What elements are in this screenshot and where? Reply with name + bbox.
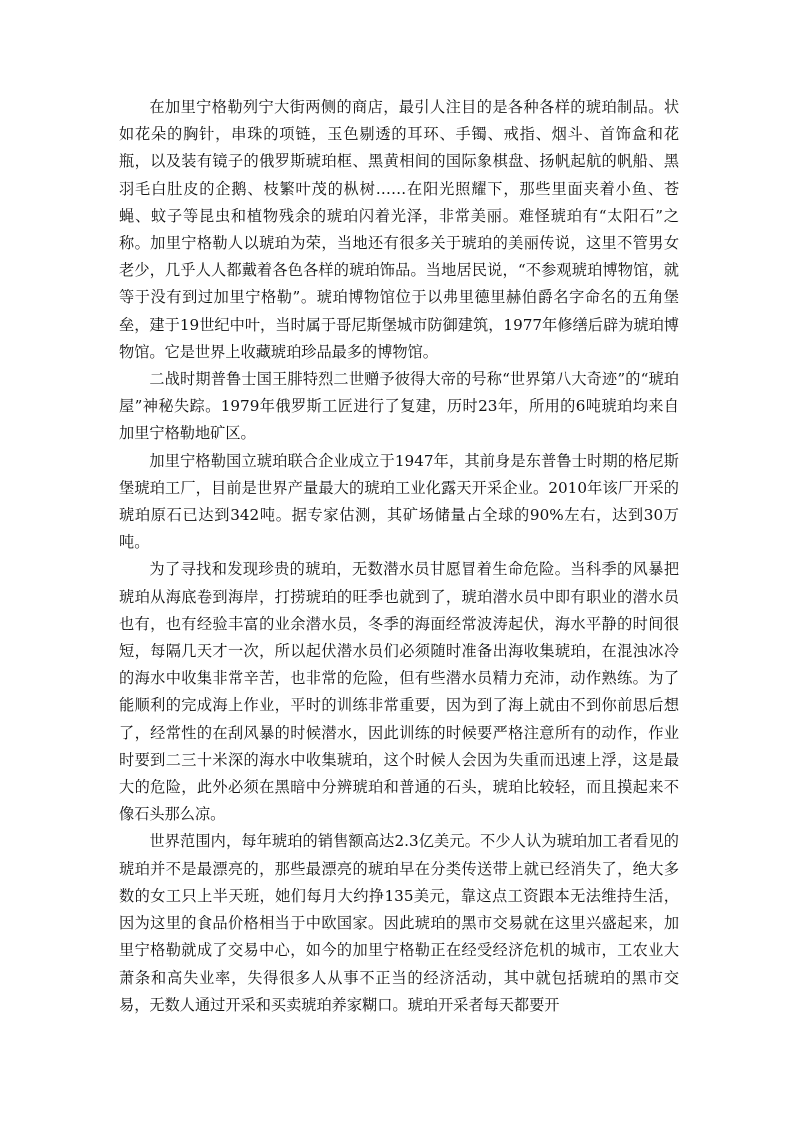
paragraph-amber-shops: 在加里宁格勒列宁大街两侧的商店，最引人注目的是各种各样的琥珀制品。状如花朵的胸针，串珠的项链，玉色剔透的耳环、手镯、戒指、烟斗、首饰盒和花瓶，以及装有镜子的俄罗斯琥珀框、黑黄相间的国际象棋盘、扬帆起航的帆船、黑羽毛白肚皮的企鹅、枝繁叶茂的枞树……在阳光照耀下，那些里面夹着小鱼、苍蝇、蚊子等昆虫和植物残余的琥珀闪着光泽，非常美丽。难怪琥珀有“太阳石”之称。加里宁格勒人以琥珀为荣，当地还有很多关于琥珀的美丽传说，这里不管男女老少，几乎人人都戴着各色各样的琥珀饰品。当地居民说，“不参观琥珀博物馆，就等于没有到过加里宁格勒”。琥珀博物馆位于以弗里德里赫伯爵名字命名的五角堡垒，建于19世纪中叶，当时属于哥尼斯堡城市防御建筑，1977年修缮后辟为琥珀博物馆。它是世界上收藏琥珀珍品最多的博物馆。 bbox=[119, 98, 679, 361]
paragraph-amber-enterprise: 加里宁格勒国立琥珀联合企业成立于1947年，其前身是东普鲁士时期的格尼斯堡琥珀工厂，目前是世界产量最大的琥珀工业化露天开采企业。2010年该厂开采的琥珀原石已达到342吨。据专家估测，其矿场储量占全球的90%左右，达到30万吨。 bbox=[119, 451, 679, 552]
document-body bbox=[119, 94, 679, 1019]
paragraph-amber-divers: 为了寻找和发现珍贵的琥珀，无数潜水员甘愿冒着生命危险。当科季的风暴把琥珀从海底卷到海岸，打捞琥珀的旺季也就到了，琥珀潜水员中即有职业的潜水员也有，也有经验丰富的业余潜水员，冬季的海面经常波涛起伏，海水平静的时间很短，每隔几天才一次，所以起伏潜水员们必须随时准备出海收集琥珀，在混浊冰冷的海水中收集非常辛苦，也非常的危险，但有些潜水员精力充沛，动作熟练。为了能顺利的完成海上作业，平时的训练非常重要，因为到了海上就由不到你前思后想了，经常性的在刮风暴的时候潜水，因此训练的时候要严格注意所有的动作，作业时要到二三十米深的海水中收集琥珀，这个时候人会因为失重而迅速上浮，这是最大的危险，此外必须在黑暗中分辨琥珀和普通的石头，琥珀比较轻，而且摸起来不像石头那么凉。 bbox=[119, 560, 679, 824]
paragraph-amber-black-market: 世界范围内，每年琥珀的销售额高达2.3亿美元。不少人认为琥珀加工者看见的琥珀并不是最漂亮的，那些最漂亮的琥珀早在分类传送带上就已经消失了，绝大多数的女工只上半天班，她们每月大约挣135美元，靠这点工资跟本无法维持生活，因为这里的食品价格相当于中欧国家。因此琥珀的黑市交易就在这里兴盛起来，加里宁格勒就成了交易中心，如今的加里宁格勒正在经受经济危机的城市，工农业大萧条和高失业率，失得很多人从事不正当的经济活动，其中就包括琥珀的黑市交易，无数人通过开采和买卖琥珀养家糊口。琥珀开采者每天都要开 bbox=[119, 832, 679, 1014]
paragraph-amber-room: 二战时期普鲁士国王腓特烈二世赠予彼得大帝的号称“世界第八大奇迹”的“琥珀屋”神秘失踪。1979年俄罗斯工匠进行了复建，历时23年，所用的6吨琥珀均来自加里宁格勒地矿区。 bbox=[119, 370, 679, 443]
